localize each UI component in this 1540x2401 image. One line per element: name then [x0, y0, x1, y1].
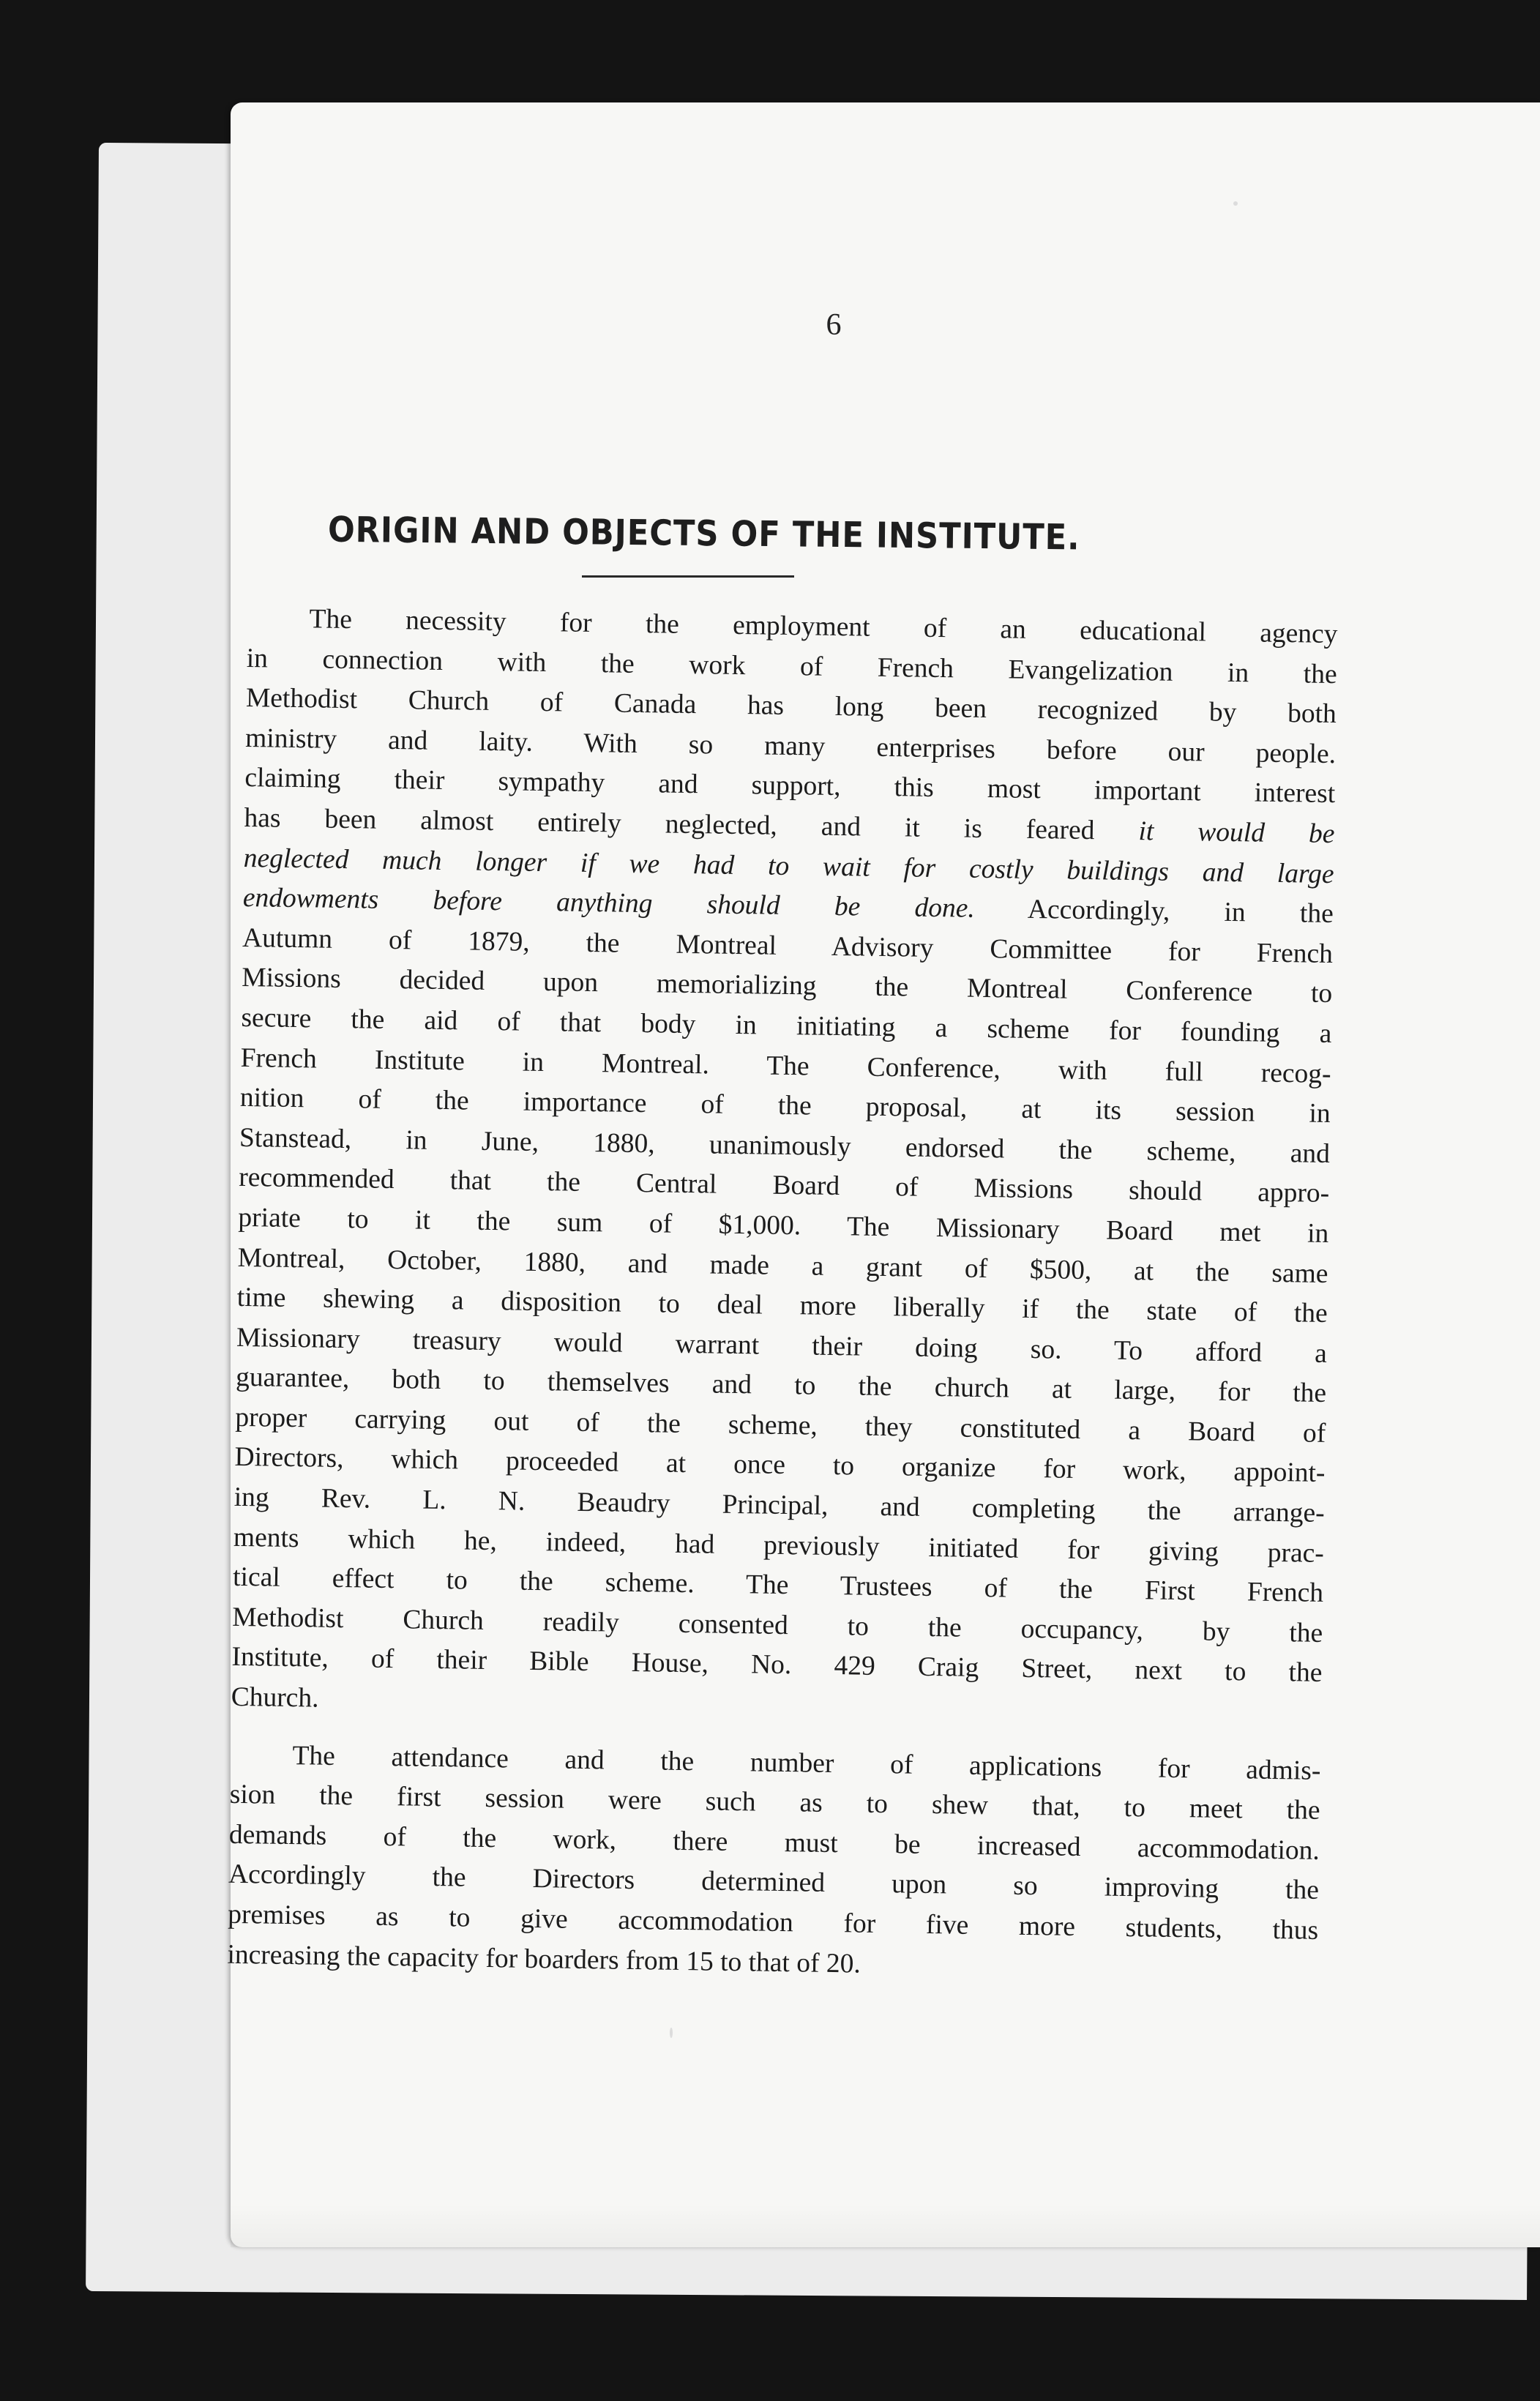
body-text: [227, 599, 1338, 1991]
text-segment: time shewing a disposition to deal more liberally if the state of the: [236, 1282, 1328, 1329]
text-segment: secure the aid of that body in initiating a scheme for founding a: [241, 1002, 1332, 1049]
text-segment: in connection with the work of French Evangelization in the: [246, 643, 1337, 690]
italic-text: it would be: [1138, 816, 1335, 850]
text-segment: Methodist Church readily consented to the occupancy, by the: [232, 1602, 1323, 1648]
paper-speck: [1233, 201, 1238, 206]
text-segment: claiming their sympathy and support, this most important interest: [244, 763, 1336, 810]
text-segment: French Institute in Montreal. The Conference, with full recog-: [240, 1042, 1331, 1089]
text-segment: ministry and laity. With so many enterprises before our people.: [244, 722, 1337, 769]
page-heading: ORIGIN AND OBJECTS OF THE INSTITUTE.: [327, 509, 1080, 559]
heading-rule: [582, 575, 794, 578]
text-segment: Stanstead, in June, 1880, unanimously endorsed the scheme, and: [239, 1122, 1331, 1169]
text-segment: recommended that the Central Board of Missions should appro-: [238, 1162, 1330, 1209]
page-number: 6: [826, 308, 842, 342]
text-segment: tical effect to the scheme. The Trustees of the First French: [232, 1562, 1324, 1609]
text-segment: guarantee, both to themselves and to the church at large, for the: [235, 1362, 1327, 1409]
text-segment: Church.: [231, 1681, 319, 1714]
text-segment: proper carrying out of the scheme, they constituted a Board of: [235, 1402, 1326, 1449]
text-segment: Missionary treasury would warrant their doing so. To afford a: [236, 1322, 1328, 1369]
text-segment: Institute, of their Bible House, No. 429 Craig Street, next to the: [231, 1642, 1323, 1689]
text-segment: Directors, which proceeded at once to organize for work, appoint-: [234, 1442, 1326, 1489]
text-segment: premises as to give accommodation for five more students, thus: [228, 1899, 1319, 1946]
text-segment: Autumn of 1879, the Montreal Advisory Committee for French: [242, 922, 1334, 969]
paper-speck: [670, 2028, 673, 2038]
text-segment: The necessity for the employment of an educational agency: [309, 604, 1338, 650]
text-segment: nition of the importance of the proposal, at its session in: [239, 1083, 1331, 1129]
text-segment: Accordingly the Directors determined upon so improving the: [228, 1859, 1320, 1906]
text-segment: ing Rev. L. N. Beaudry Principal, and completing the arrange-: [233, 1482, 1325, 1529]
text-segment: sion the first session were such as to shew that, to meet the: [229, 1780, 1320, 1826]
text-segment: Montreal, October, 1880, and made a grant of $500, at the same: [237, 1242, 1328, 1289]
text-segment: Missions decided upon memorializing the Montreal Conference to: [242, 963, 1333, 1009]
text-segment: priate to it the sum of $1,000. The Missionary Board met in: [238, 1202, 1329, 1249]
text-segment: Methodist Church of Canada has long been recognized by both: [245, 683, 1337, 730]
text-segment: demands of the work, there must be increased accommodation.: [228, 1819, 1320, 1866]
paragraph: [231, 599, 1338, 1734]
paragraph: [227, 1735, 1321, 1991]
italic-text: endowments before anything should be done.: [242, 883, 976, 924]
text-segment: The attendance and the number of applications for admis-: [292, 1740, 1321, 1786]
text-segment: ments which he, indeed, had previously initiated for giving prac-: [233, 1522, 1325, 1569]
text-segment: Accordingly, in the: [974, 893, 1334, 930]
text-segment: increasing the capacity for boarders from 15 to that of 20.: [227, 1939, 861, 1979]
text-segment: has been almost entirely neglected, and it is feared: [244, 802, 1139, 847]
italic-text: neglected much longer if we had to wait for costly buildings and large: [243, 843, 1334, 889]
